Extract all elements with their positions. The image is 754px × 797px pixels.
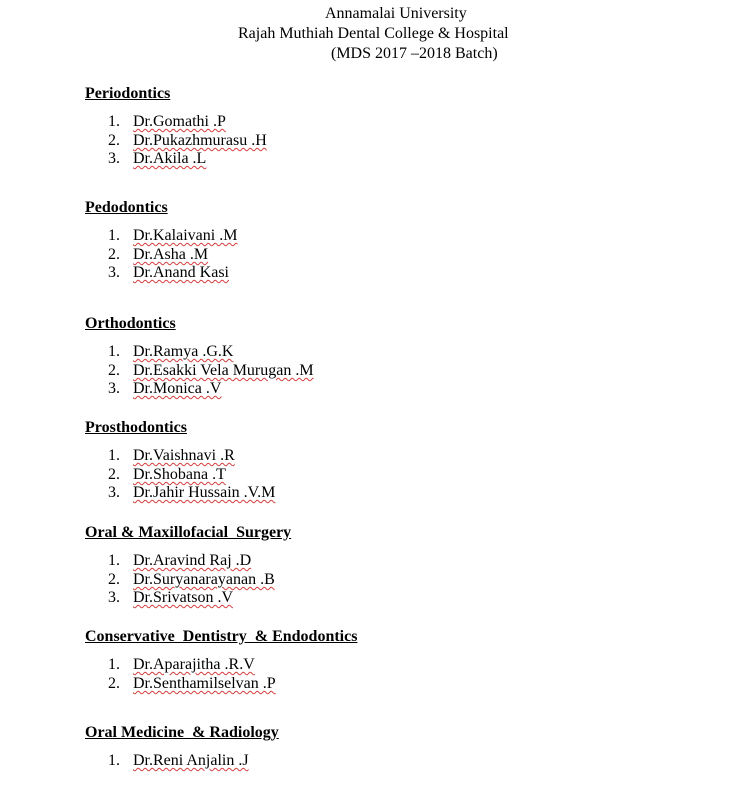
list-number: 1. — [108, 447, 120, 464]
list-item — [108, 570, 275, 589]
list-number: 3. — [108, 484, 120, 501]
list-item — [108, 446, 235, 465]
list-item — [108, 131, 267, 150]
batch-label: (MDS 2017 –2018 Batch) — [331, 45, 498, 62]
section-title-orthodontics: Orthodontics — [85, 315, 176, 332]
section-title-prosthodontics: Prosthodontics — [85, 419, 187, 436]
doctor-name: Dr.Esakki Vela Murugan .M — [133, 362, 314, 379]
doctor-name: Dr.Ramya .G.K — [133, 343, 234, 360]
list-item — [108, 655, 255, 674]
list-number: 2. — [108, 571, 120, 588]
list-number: 2. — [108, 132, 120, 149]
list-item — [108, 483, 275, 502]
list-number: 1. — [108, 656, 120, 673]
doctor-name: Dr.Monica .V — [133, 380, 222, 397]
doctor-name: Dr.Gomathi .P — [133, 113, 226, 130]
doctor-name: Dr.Senthamilselvan .P — [133, 675, 276, 692]
list-item — [108, 342, 233, 361]
doctor-name: Dr.Asha .M — [133, 246, 209, 263]
list-number: 2. — [108, 466, 120, 483]
section-title-pedodontics: Pedodontics — [85, 199, 168, 216]
list-number: 1. — [108, 552, 120, 569]
doctor-name: Dr.Jahir Hussain .V.M — [133, 484, 276, 501]
list-number: 2. — [108, 246, 120, 263]
list-number: 1. — [108, 752, 120, 769]
college-name: Rajah Muthiah Dental College & Hospital — [238, 25, 509, 42]
doctor-name: Dr.Pukazhmurasu .H — [133, 132, 267, 149]
list-number: 3. — [108, 150, 120, 167]
list-item — [108, 379, 221, 398]
list-item — [108, 751, 249, 770]
list-number: 3. — [108, 589, 120, 606]
list-item — [108, 465, 226, 484]
list-item — [108, 263, 229, 282]
list-item — [108, 149, 206, 168]
section-title-periodontics: Periodontics — [85, 85, 171, 102]
doctor-name: Dr.Kalaivani .M — [133, 227, 238, 244]
list-number: 3. — [108, 264, 120, 281]
list-item — [108, 226, 237, 245]
list-item — [108, 551, 251, 570]
list-number: 2. — [108, 675, 120, 692]
doctor-name: Dr.Reni Anjalin .J — [133, 752, 249, 769]
doctor-name: Dr.Vaishnavi .R — [133, 447, 235, 464]
doctor-name: Dr.Shobana .T — [133, 466, 226, 483]
section-title-conservative-dentistry: Conservative Dentistry & Endodontics — [85, 628, 358, 645]
list-item — [108, 112, 226, 131]
doctor-name: Dr.Anand Kasi — [133, 264, 229, 281]
list-item — [108, 674, 276, 693]
list-number: 3. — [108, 380, 120, 397]
list-item — [108, 588, 233, 607]
list-number: 2. — [108, 362, 120, 379]
list-number: 1. — [108, 343, 120, 360]
doctor-name: Dr.Suryanarayanan .B — [133, 571, 275, 588]
university-name: Annamalai University — [325, 5, 467, 22]
doctor-name: Dr.Aravind Raj .D — [133, 552, 252, 569]
section-title-oral-maxillofacial-surgery: Oral & Maxillofacial Surgery — [85, 524, 292, 541]
list-number: 1. — [108, 113, 120, 130]
section-title-oral-medicine-radiology: Oral Medicine & Radiology — [85, 724, 279, 741]
list-number: 1. — [108, 227, 120, 244]
doctor-name: Dr.Aparajitha .R.V — [133, 656, 255, 673]
doctor-name: Dr.Srivatson .V — [133, 589, 233, 606]
list-item — [108, 361, 314, 380]
list-item — [108, 245, 208, 264]
doctor-name: Dr.Akila .L — [133, 150, 207, 167]
